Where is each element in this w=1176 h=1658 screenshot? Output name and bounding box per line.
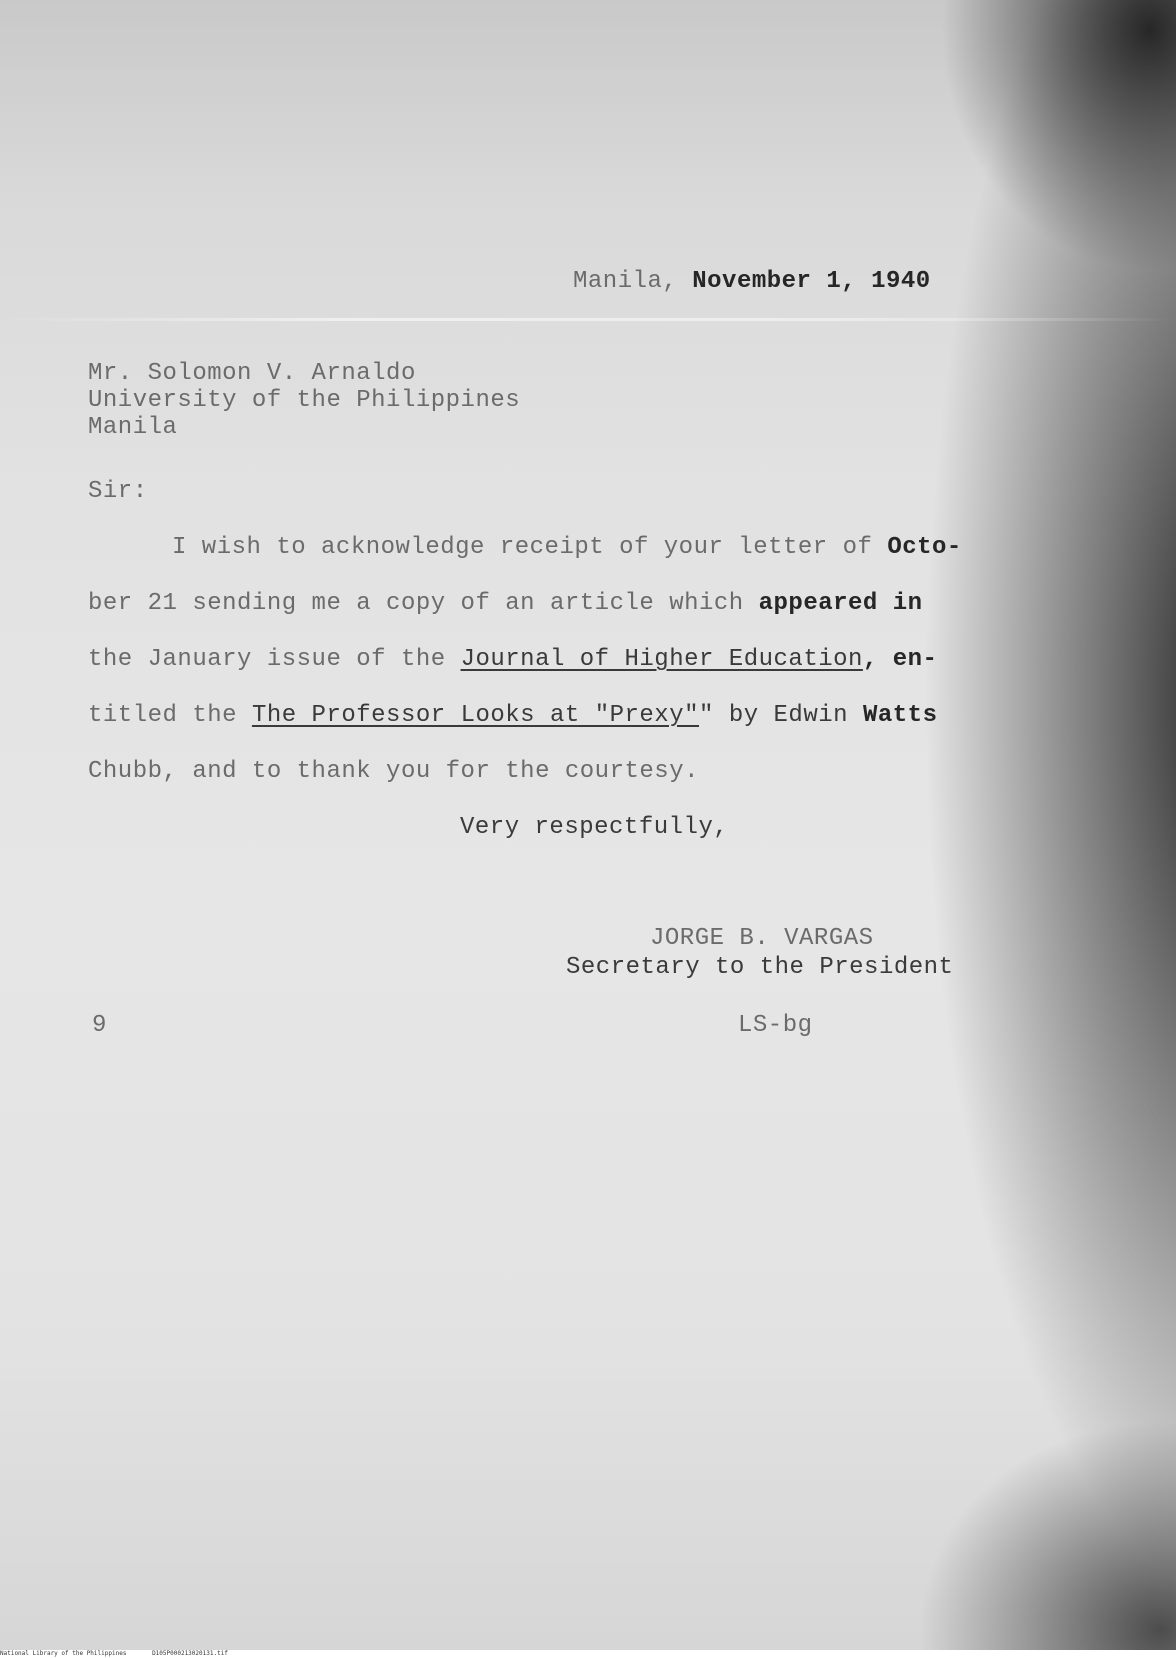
journal-title: Journal of Higher Education xyxy=(460,646,863,673)
archive-footer xyxy=(0,1650,250,1658)
salutation: Sir: xyxy=(88,478,148,505)
page-mark: 9 xyxy=(92,1012,107,1039)
archive-name: National Library of the Philippines xyxy=(0,1650,127,1657)
file-name: D105P000213020131.tif xyxy=(152,1650,228,1657)
article-title: The Professor Looks at "Prexy" xyxy=(251,702,700,729)
recipient-city: Manila xyxy=(88,414,178,441)
body-line-1: I wish to acknowledge receipt of your letter of Octo- xyxy=(172,534,962,561)
signer-title: Secretary to the President xyxy=(566,954,954,981)
body-line-4: titled the The Professor Looks at "Prexy"" by Edwin Watts xyxy=(88,702,938,729)
closing: Very respectfully, xyxy=(460,814,729,841)
typist-initials: LS-bg xyxy=(738,1012,813,1039)
recipient-name: Mr. Solomon V. Arnaldo xyxy=(88,360,416,387)
recipient-org: University of the Philippines xyxy=(88,387,521,414)
date: November 1, 1940 xyxy=(692,268,931,295)
paper-fold xyxy=(0,318,1176,321)
date-line xyxy=(573,268,931,295)
body-line-5: Chubb, and to thank you for the courtesy. xyxy=(88,758,699,785)
signer-name: JORGE B. VARGAS xyxy=(650,925,874,952)
body-line-3: the January issue of the Journal of Higher Education, en- xyxy=(88,646,938,673)
date-place: Manila, xyxy=(573,268,678,295)
body-line-2: ber 21 sending me a copy of an article which appeared in xyxy=(88,590,923,617)
